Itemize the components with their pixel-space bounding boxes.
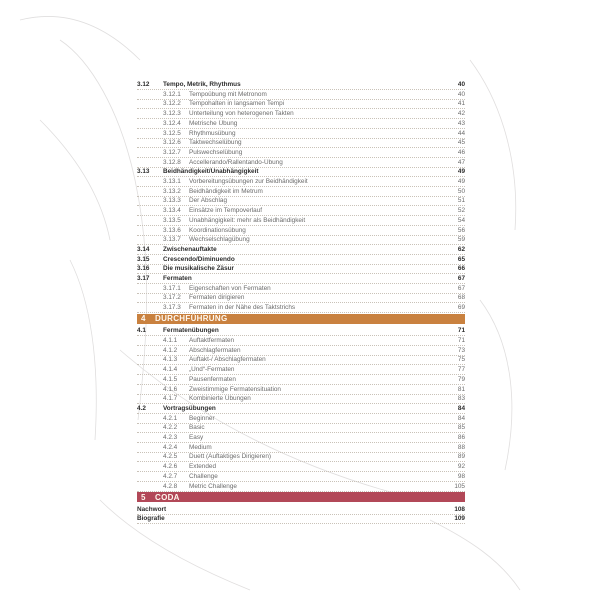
entry-page-number: 67 bbox=[457, 284, 465, 292]
entry-page-number: 84 bbox=[457, 404, 465, 412]
entry-title: Accellerando/Rallentando-Übung bbox=[189, 158, 283, 166]
entry-page-number: 40 bbox=[457, 90, 465, 98]
entry-page-number: 66 bbox=[457, 265, 465, 273]
entry-number: 3.12.5 bbox=[163, 129, 181, 137]
entry-number: 3.13.3 bbox=[163, 197, 181, 205]
entry-page-number: 49 bbox=[457, 178, 465, 185]
entry-page-number: 71 bbox=[457, 337, 465, 344]
entry-title: Beginner bbox=[189, 414, 215, 422]
entry-title: Zwischenauftakte bbox=[163, 245, 217, 253]
entry-page-number: 81 bbox=[457, 385, 465, 393]
entry-title: Zweistimmige Fermatensituation bbox=[189, 385, 281, 393]
entry-title: Abschlagfermaten bbox=[189, 346, 241, 354]
entry-number: 4.2 bbox=[137, 404, 146, 412]
entry-title: Easy bbox=[189, 434, 204, 441]
entry-number: 3.16 bbox=[137, 265, 150, 273]
entry-page-number: 50 bbox=[457, 187, 465, 195]
entry-number: 4.2.8 bbox=[163, 482, 178, 490]
entry-number: 3.15 bbox=[137, 255, 150, 263]
entry-number: 4.2.2 bbox=[163, 424, 178, 432]
entry-page-number: 88 bbox=[457, 443, 465, 451]
entry-number: 3.13.5 bbox=[163, 216, 181, 224]
entry-title: Challenge bbox=[189, 472, 218, 480]
entry-number: 4.1.2 bbox=[163, 346, 178, 354]
entry-number: 3.14 bbox=[137, 245, 150, 253]
entry-title: Fermaten in der Nähe des Taktstrichs bbox=[189, 304, 296, 312]
entry-number: 3.12.8 bbox=[163, 158, 181, 166]
entry-title: Duett (Auftaktiges Dirigieren) bbox=[189, 453, 272, 461]
entry-title: Auftakt-/ Abschlagfermaten bbox=[189, 356, 266, 364]
entry-page-number: 105 bbox=[454, 482, 465, 490]
entry-page-number: 62 bbox=[457, 245, 465, 253]
entry-title: Beidhändigkeit/Unabhängigkeit bbox=[163, 168, 259, 176]
entry-page-number: 65 bbox=[457, 255, 465, 263]
entry-title: „Und“-Fermaten bbox=[189, 366, 235, 374]
entry-page-number: 56 bbox=[457, 226, 465, 234]
entry-number: 4.1.6 bbox=[163, 385, 178, 393]
entry-page-number: 54 bbox=[457, 216, 465, 224]
entry-number: 3.12 bbox=[137, 81, 150, 88]
entry-page-number: 59 bbox=[457, 236, 465, 244]
entry-title: Koordinationsübung bbox=[189, 226, 246, 234]
entry-page-number: 92 bbox=[457, 463, 465, 471]
chapter-title: DURCHFÜHRUNG bbox=[155, 314, 228, 324]
entry-title: Pausenfermaten bbox=[189, 375, 236, 383]
entry-title: Fermaten bbox=[163, 275, 192, 282]
entry-number: 3.12.4 bbox=[163, 119, 181, 127]
entry-page-number: 108 bbox=[454, 505, 465, 513]
entry-page-number: 44 bbox=[457, 129, 465, 137]
entry-title: Medium bbox=[189, 443, 212, 451]
entry-page-number: 43 bbox=[457, 119, 465, 127]
entry-number: 4.2.4 bbox=[163, 443, 178, 451]
entry-title: Tempoübung mit Metronom bbox=[189, 90, 267, 98]
entry-number: 3.17.3 bbox=[163, 304, 181, 312]
entry-page-number: 69 bbox=[457, 304, 465, 312]
entry-title: Unabhängigkeit: mehr als Beidhändigkeit bbox=[189, 216, 306, 224]
entry-title: Biografie bbox=[137, 515, 165, 523]
entry-page-number: 73 bbox=[457, 346, 465, 354]
entry-page-number: 41 bbox=[457, 100, 465, 108]
entry-number: 3.17.2 bbox=[163, 294, 181, 302]
entry-title: Fermaten dirigieren bbox=[189, 294, 245, 302]
entry-page-number: 47 bbox=[457, 158, 465, 166]
entry-page-number: 84 bbox=[457, 414, 465, 422]
entry-title: Metric Challenge bbox=[189, 482, 237, 490]
entry-number: 3.12.6 bbox=[163, 139, 181, 147]
chapter-number: 4 bbox=[141, 314, 146, 324]
entry-number: 3.12.3 bbox=[163, 110, 181, 118]
chapter-number: 5 bbox=[141, 492, 146, 502]
entry-title: Crescendo/Diminuendo bbox=[163, 255, 235, 263]
entry-number: 4.1 bbox=[137, 327, 146, 335]
chapter-header bbox=[137, 492, 465, 502]
entry-title: Auftaktfermaten bbox=[189, 337, 235, 344]
entry-number: 3.17 bbox=[137, 275, 150, 282]
entry-title: Beidhändigkeit im Metrum bbox=[189, 187, 263, 195]
entry-title: Einsätze im Tempoverlauf bbox=[189, 207, 263, 215]
entry-page-number: 71 bbox=[457, 327, 465, 335]
entry-title: Kombinierte Übungen bbox=[189, 395, 251, 403]
entry-title: Extended bbox=[189, 463, 217, 471]
entry-title: Rhythmusübung bbox=[189, 129, 236, 137]
entry-title: Eigenschaften von Fermaten bbox=[189, 284, 271, 292]
entry-number: 4.2.5 bbox=[163, 453, 178, 461]
toc-entry[interactable] bbox=[137, 513, 465, 524]
entry-page-number: 79 bbox=[457, 375, 465, 383]
entry-title: Tempo, Metrik, Rhythmus bbox=[163, 81, 241, 88]
entry-number: 4.1.3 bbox=[163, 356, 178, 364]
entry-number: 3.12.7 bbox=[163, 148, 181, 156]
entry-number: 3.13.4 bbox=[163, 207, 181, 215]
entry-page-number: 49 bbox=[457, 168, 465, 176]
entry-number: 4.1.1 bbox=[163, 337, 178, 344]
entry-page-number: 75 bbox=[457, 356, 465, 364]
entry-page-number: 98 bbox=[457, 472, 465, 480]
entry-number: 3.13.7 bbox=[163, 236, 181, 244]
entry-title: Unterteilung von heterogenen Takten bbox=[189, 110, 294, 118]
entry-number: 3.13.2 bbox=[163, 187, 181, 195]
entry-number: 4.2.6 bbox=[163, 463, 178, 471]
entry-page-number: 86 bbox=[457, 434, 465, 441]
entry-title: Pulswechselübung bbox=[189, 148, 243, 156]
entry-page-number: 68 bbox=[457, 294, 465, 302]
entry-title: Die musikalische Zäsur bbox=[163, 265, 235, 273]
entry-title: Tempohalten in langsamen Tempi bbox=[189, 100, 285, 108]
entry-title: Fermatenübungen bbox=[163, 327, 219, 335]
entry-page-number: 109 bbox=[454, 515, 465, 523]
entry-number: 3.13.1 bbox=[163, 178, 181, 185]
entry-title: Basic bbox=[189, 424, 205, 432]
entry-title: Metrische Übung bbox=[189, 119, 238, 127]
entry-number: 4.1.7 bbox=[163, 395, 178, 403]
entry-page-number: 40 bbox=[457, 81, 465, 88]
entry-number: 3.13.6 bbox=[163, 226, 181, 234]
entry-number: 4.1.5 bbox=[163, 375, 178, 383]
toc-entry[interactable] bbox=[137, 481, 465, 492]
entry-number: 3.12.2 bbox=[163, 100, 181, 108]
entry-title: Taktwechselübung bbox=[189, 139, 242, 147]
entry-page-number: 77 bbox=[457, 366, 465, 374]
entry-number: 4.2.7 bbox=[163, 472, 178, 480]
chapter-title: CODA bbox=[155, 492, 180, 502]
entry-number: 4.2.3 bbox=[163, 434, 178, 441]
entry-title: Nachwort bbox=[137, 505, 167, 513]
entry-page-number: 42 bbox=[457, 110, 465, 118]
entry-title: Der Abschlag bbox=[189, 197, 228, 205]
entry-title: Vortragsübungen bbox=[163, 404, 216, 412]
entry-title: Vorbereitungsübungen zur Beidhändigkeit bbox=[189, 178, 308, 185]
chapter-header bbox=[137, 314, 465, 324]
entry-number: 3.12.1 bbox=[163, 90, 181, 98]
entry-page-number: 85 bbox=[457, 424, 465, 432]
entry-page-number: 46 bbox=[457, 148, 465, 156]
toc-entry[interactable] bbox=[137, 302, 465, 313]
entry-number: 4.1.4 bbox=[163, 366, 178, 374]
entry-number: 4.2.1 bbox=[163, 414, 178, 422]
entry-page-number: 89 bbox=[457, 453, 465, 461]
entry-page-number: 83 bbox=[457, 395, 465, 403]
entry-page-number: 45 bbox=[457, 139, 465, 147]
entry-number: 3.13 bbox=[137, 168, 150, 176]
entry-number: 3.17.1 bbox=[163, 284, 181, 292]
entry-page-number: 67 bbox=[457, 275, 465, 282]
entry-title: Wechselschlagübung bbox=[189, 236, 250, 244]
entry-page-number: 51 bbox=[457, 197, 465, 205]
entry-page-number: 52 bbox=[457, 207, 465, 215]
